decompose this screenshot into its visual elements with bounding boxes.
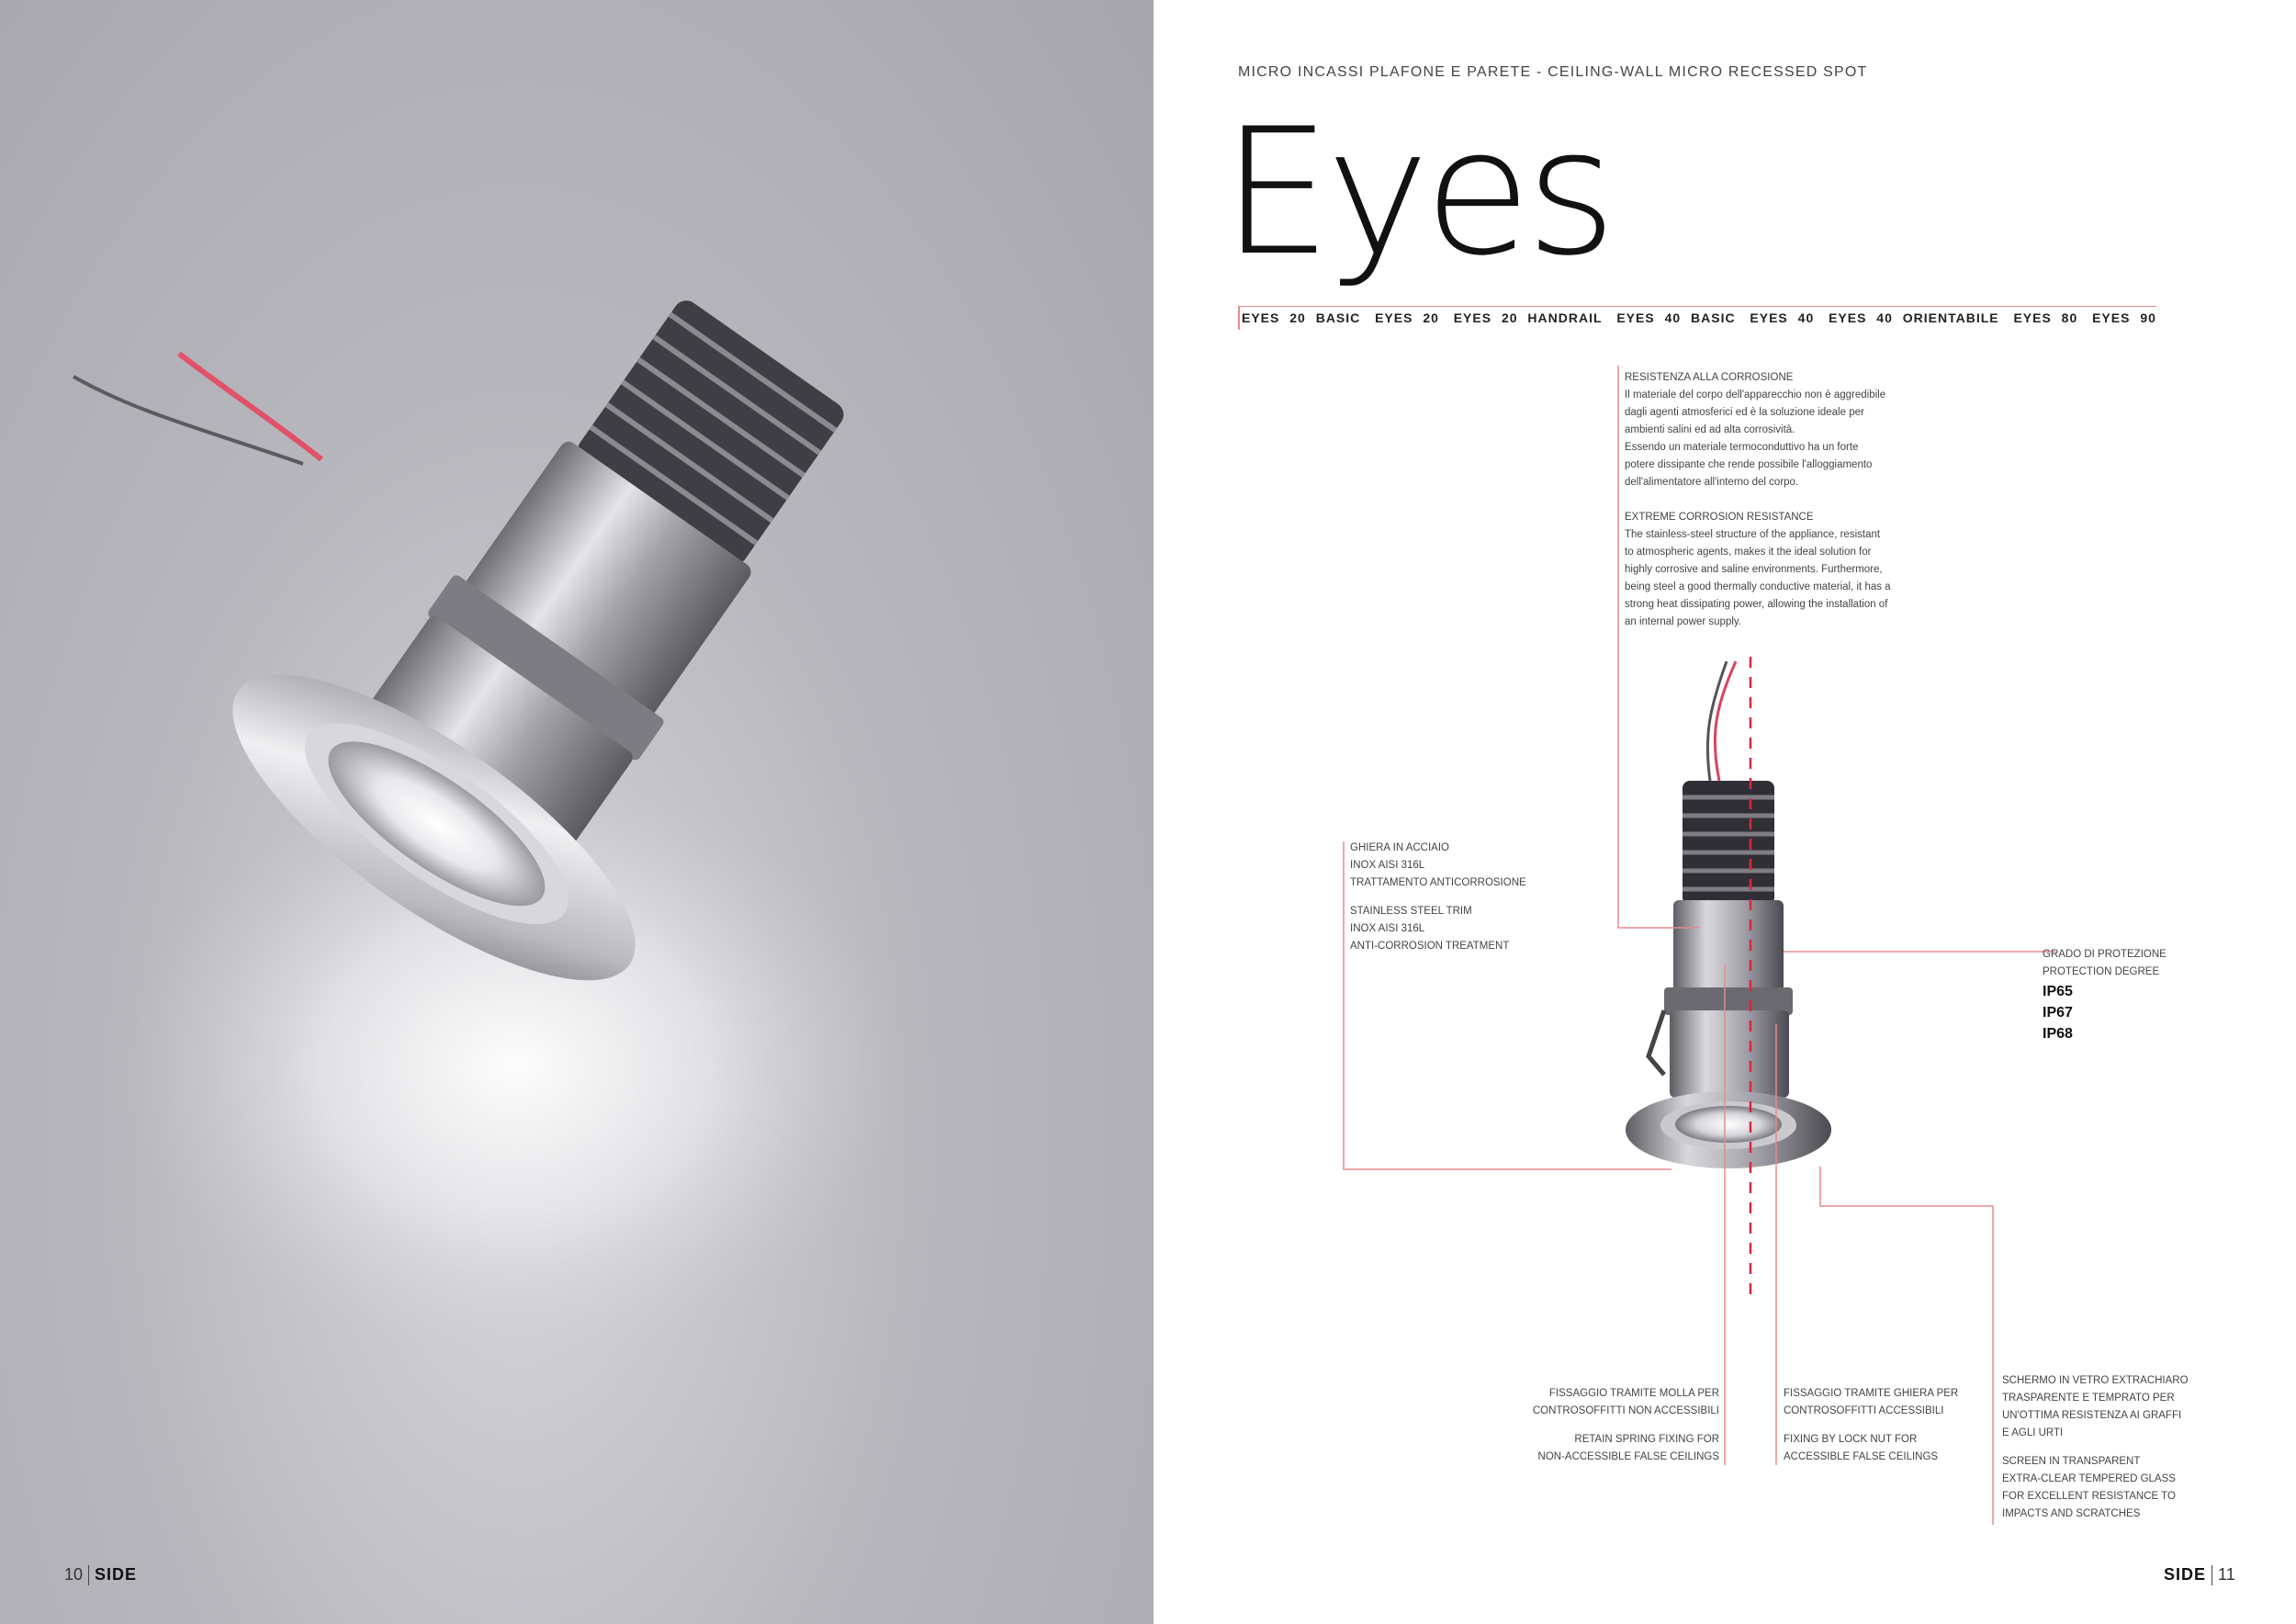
- note-line: TRATTAMENTO ANTICORROSIONE: [1350, 877, 1526, 888]
- note-line: RETAIN SPRING FIXING FOR: [1574, 1434, 1719, 1445]
- note-line: strong heat dissipating power, allowing the installation of: [1625, 599, 1888, 610]
- brand-name: SIDE: [2164, 1565, 2207, 1584]
- variant-item: EYES 20: [1375, 310, 1439, 325]
- note-line: potere dissipante che rende possibile l'alloggiamento: [1625, 459, 1873, 470]
- note-line: GHIERA IN ACCIAIO: [1350, 842, 1449, 853]
- note-line: an internal power supply.: [1625, 616, 1741, 627]
- note-line: dagli agenti atmosferici ed è la soluzione ideale per: [1625, 407, 1864, 418]
- variant-item: EYES 40 ORIENTABILE: [1829, 310, 1999, 325]
- note-line: NON-ACCESSIBLE FALSE CEILINGS: [1537, 1451, 1719, 1462]
- variant-item: EYES 20 HANDRAIL: [1453, 310, 1603, 325]
- note-line: GRADO DI PROTEZIONE: [2043, 949, 2167, 960]
- ip-rating: IP67: [2043, 1005, 2073, 1021]
- note-line: E AGLI URTI: [2002, 1427, 2064, 1438]
- note-line: ANTI-CORROSION TREATMENT: [1350, 941, 1510, 952]
- note-line: dell'alimentatore all'interno del corpo.: [1625, 477, 1799, 488]
- note-line: FISSAGGIO TRAMITE GHIERA PER: [1784, 1388, 1959, 1399]
- note-line: being steel a good thermally conductive material, it has a: [1625, 581, 1891, 592]
- note-line: FOR EXCELLENT RESISTANCE TO: [2002, 1491, 2176, 1502]
- note-line: to atmospheric agents, makes it the ideal solution for: [1625, 547, 1872, 558]
- note-line: SCHERMO IN VETRO EXTRACHIARO: [2002, 1375, 2189, 1386]
- folio-divider: [88, 1565, 89, 1585]
- note-glass-screen: [2002, 1372, 2223, 1523]
- note-line: INOX AISI 316L: [1350, 860, 1425, 871]
- note-spring-fixing: [1515, 1385, 1719, 1466]
- variant-item: EYES 20 BASIC: [1242, 310, 1361, 325]
- ip-rating: IP65: [2043, 984, 2073, 999]
- note-line: Il materiale del corpo dell'apparecchio non è aggredibile: [1625, 389, 1886, 400]
- note-line: highly corrosive and saline environments. Furthermore,: [1625, 564, 1883, 575]
- brand-name: SIDE: [95, 1565, 138, 1584]
- note-line: SCREEN IN TRANSPARENT: [2002, 1456, 2141, 1467]
- note-line: EXTRA-CLEAR TEMPERED GLASS: [2002, 1473, 2176, 1484]
- product-title: Eyes: [1221, 91, 1612, 294]
- left-folio: [64, 1565, 137, 1585]
- note-line: INOX AISI 316L: [1350, 923, 1425, 934]
- note-line: The stainless-steel structure of the appliance, resistant: [1625, 529, 1881, 540]
- page-number: 10: [64, 1565, 84, 1584]
- note-line: PROTECTION DEGREE: [2043, 966, 2160, 977]
- note-line: CONTROSOFFITTI ACCESSIBILI: [1784, 1405, 1944, 1416]
- note-line: TRASPARENTE E TEMPRATO PER: [2002, 1393, 2175, 1404]
- note-line: IMPACTS AND SCRATCHES: [2002, 1508, 2141, 1519]
- note-line: FISSAGGIO TRAMITE MOLLA PER: [1548, 1388, 1719, 1399]
- variant-item: EYES 40: [1750, 310, 1815, 325]
- note-locknut-fixing: [1784, 1385, 1995, 1466]
- category-kicker: MICRO INCASSI PLAFONE E PARETE - CEILING-WALL MICRO RECESSED SPOT: [1238, 64, 1868, 80]
- note-protection: [2043, 946, 2226, 1044]
- variant-item: EYES 80: [2013, 310, 2078, 325]
- note-trim: [1350, 840, 1561, 955]
- page-number: 11: [2218, 1565, 2235, 1584]
- note-line: ACCESSIBLE FALSE CEILINGS: [1784, 1451, 1939, 1462]
- note-line: RESISTENZA ALLA CORROSIONE: [1625, 372, 1794, 383]
- note-line: ambienti salini ed ad alta corrosività.: [1625, 424, 1795, 435]
- note-line: Essendo un materiale termoconduttivo ha un forte: [1625, 442, 1859, 453]
- variant-item: EYES 40 BASIC: [1616, 310, 1736, 325]
- variant-item: EYES 90: [2092, 310, 2156, 325]
- note-corrosion: [1625, 369, 1928, 631]
- ip-rating: IP68: [2043, 1026, 2073, 1042]
- note-line: STAINLESS STEEL TRIM: [1350, 906, 1472, 917]
- note-line: FIXING BY LOCK NUT FOR: [1784, 1434, 1918, 1445]
- note-line: EXTREME CORROSION RESISTANCE: [1625, 512, 1814, 523]
- note-line: CONTROSOFFITTI NON ACCESSIBILI: [1532, 1405, 1719, 1416]
- right-folio: [2164, 1565, 2235, 1585]
- note-line: UN'OTTIMA RESISTENZA AI GRAFFI: [2002, 1410, 2182, 1421]
